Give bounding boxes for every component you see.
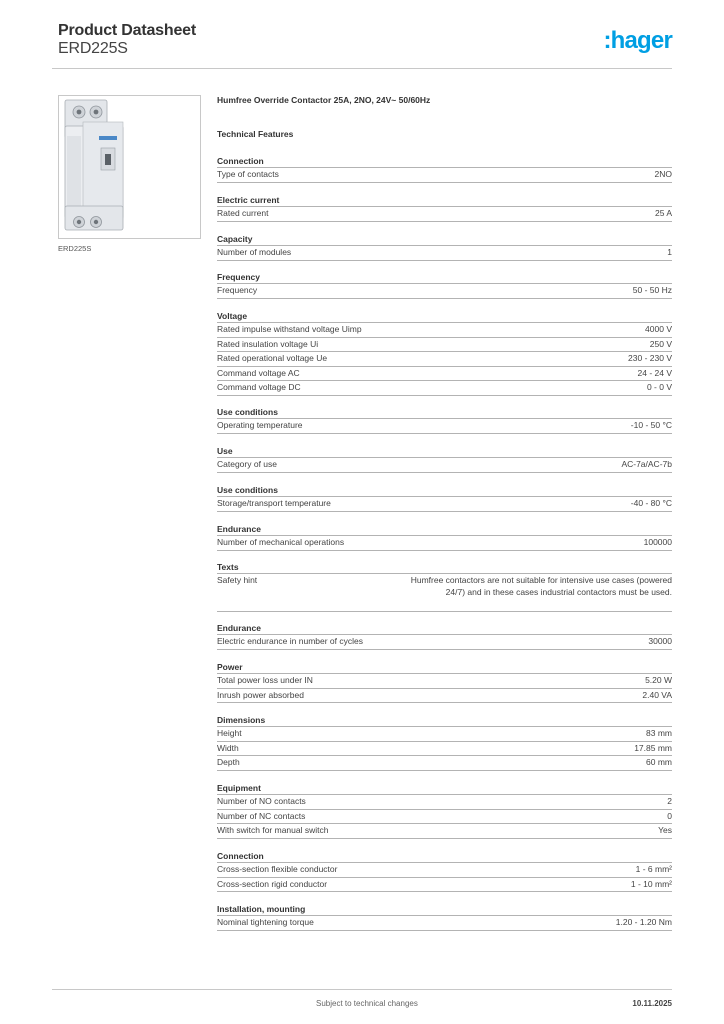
section-title: Voltage: [217, 310, 672, 323]
spec-section: [217, 903, 672, 931]
header-divider: [52, 68, 672, 69]
contactor-illustration: [59, 96, 200, 238]
section-title: Texts: [217, 561, 672, 574]
spec-label: Cross-section flexible conductor: [217, 864, 338, 874]
spec-row: [217, 810, 672, 825]
spec-label: Storage/transport temperature: [217, 498, 331, 508]
spec-row: [217, 689, 672, 704]
section-title: Capacity: [217, 233, 672, 246]
spec-section: [217, 406, 672, 434]
footer-date: 10.11.2025: [632, 999, 672, 1008]
spec-row: [217, 536, 672, 551]
spec-row: [217, 458, 672, 473]
product-description: Humfree Override Contactor 25A, 2NO, 24V~ 50/60Hz: [217, 95, 431, 105]
spec-value: Humfree contactors are not suitable for intensive use cases (powered 24/7) and in these cases industrial contactors must be used.: [410, 575, 672, 597]
product-image: [58, 95, 201, 239]
spec-section: [217, 484, 672, 512]
spec-value: AC-7a/AC-7b: [621, 459, 672, 469]
spec-value: 2.40 VA: [642, 689, 672, 700]
spec-row: [217, 338, 672, 353]
spec-value: 0: [667, 810, 672, 821]
spec-row: [217, 756, 672, 771]
spec-section: [217, 782, 672, 839]
spec-label: Type of contacts: [217, 169, 279, 179]
page-header: [58, 20, 672, 68]
section-title: Dimensions: [217, 714, 672, 727]
spec-label: Cross-section rigid conductor: [217, 878, 328, 889]
spec-value: 83 mm: [646, 728, 672, 738]
spec-section: [217, 622, 672, 650]
spec-value: 230 - 230 V: [628, 353, 672, 364]
section-title: Connection: [217, 155, 672, 168]
spec-value: 2: [667, 796, 672, 806]
spec-label: Operating temperature: [217, 420, 303, 430]
spec-label: Width: [217, 742, 239, 753]
spec-section: [217, 714, 672, 771]
spec-row: [217, 246, 672, 261]
image-caption: ERD225S: [58, 244, 92, 253]
spec-section: [217, 233, 672, 261]
section-title: Use conditions: [217, 484, 672, 497]
section-title: Endurance: [217, 622, 672, 635]
spec-row: [217, 367, 672, 382]
spec-section: [217, 271, 672, 299]
spec-value: 100000: [643, 537, 672, 547]
spec-value: -10 - 50 °C: [630, 420, 672, 430]
spec-label: Depth: [217, 757, 240, 768]
spec-value: 5.20 W: [645, 675, 672, 685]
spec-value: 30000: [648, 636, 672, 646]
spec-row: [217, 497, 672, 512]
spec-label: Nominal tightening torque: [217, 917, 314, 927]
spec-value: 1.20 - 1.20 Nm: [615, 917, 672, 927]
section-title: Installation, mounting: [217, 903, 672, 916]
spec-section: [217, 310, 672, 396]
spec-value: 60 mm: [646, 757, 672, 768]
section-title: Connection: [217, 850, 672, 863]
spec-value: 1: [667, 247, 672, 257]
section-title: Use: [217, 445, 672, 458]
spec-label: Number of mechanical operations: [217, 537, 345, 547]
spec-value: 250 V: [649, 338, 672, 349]
spec-row: [217, 419, 672, 434]
spec-row: [217, 824, 672, 839]
section-title: Electric current: [217, 194, 672, 207]
spec-value: 0 - 0 V: [646, 382, 672, 393]
product-code: ERD225S: [58, 40, 128, 57]
spec-row: [217, 284, 672, 299]
spec-value: 4000 V: [645, 324, 672, 334]
spec-label: Category of use: [217, 459, 278, 469]
spec-section: [217, 155, 672, 183]
section-title: Power: [217, 661, 672, 674]
spec-value: 24 - 24 V: [637, 367, 672, 378]
section-title: Use conditions: [217, 406, 672, 419]
spec-value: 2NO: [654, 169, 672, 179]
spec-row: [217, 727, 672, 742]
spec-row: [217, 674, 672, 689]
spec-section: [217, 661, 672, 703]
spec-label: Electric endurance in number of cycles: [217, 636, 363, 646]
spec-row: [217, 207, 672, 222]
spec-value: 1 - 6 mm²: [635, 864, 672, 874]
spec-value: 25 A: [654, 208, 672, 218]
spec-label: Inrush power absorbed: [217, 689, 304, 700]
spec-section: [217, 561, 672, 612]
spec-section: [217, 850, 672, 892]
spec-row: [217, 635, 672, 650]
spec-label: Frequency: [217, 285, 258, 295]
spec-label: Safety hint: [217, 575, 258, 585]
spec-label: Total power loss under IN: [217, 675, 313, 685]
spec-row: [217, 323, 672, 338]
spec-label: Number of NC contacts: [217, 810, 306, 821]
spec-section: [217, 194, 672, 222]
spec-section: [217, 445, 672, 473]
spec-label: With switch for manual switch: [217, 825, 329, 836]
spec-row: [217, 381, 672, 396]
spec-row: [217, 352, 672, 367]
spec-section: [217, 523, 672, 551]
spec-value: -40 - 80 °C: [630, 498, 672, 508]
spec-row: [217, 878, 672, 893]
document-title: Product Datasheet: [58, 22, 196, 39]
spec-value: 1 - 10 mm²: [630, 878, 672, 889]
spec-label: Rated impulse withstand voltage Uimp: [217, 324, 362, 334]
hager-logo: :hager: [603, 27, 672, 54]
technical-features-heading: Technical Features: [217, 129, 294, 139]
spec-value: 50 - 50 Hz: [632, 285, 672, 295]
spec-row: [217, 168, 672, 183]
spec-label: Number of modules: [217, 247, 292, 257]
spec-label: Command voltage DC: [217, 382, 301, 393]
spec-label: Number of NO contacts: [217, 796, 306, 806]
section-title: Frequency: [217, 271, 672, 284]
footer-divider: [52, 989, 672, 990]
spec-label: Rated operational voltage Ue: [217, 353, 328, 364]
section-title: Endurance: [217, 523, 672, 536]
spec-row: [217, 795, 672, 810]
spec-row: [217, 863, 672, 878]
section-title: Equipment: [217, 782, 672, 795]
spec-value: 17.85 mm: [634, 742, 672, 753]
spec-label: Height: [217, 728, 242, 738]
spec-label: Rated current: [217, 208, 269, 218]
spec-label: Rated insulation voltage Ui: [217, 338, 319, 349]
spec-row: [217, 916, 672, 931]
footer-note: Subject to technical changes: [316, 999, 418, 1008]
spec-value: Yes: [658, 825, 672, 836]
spec-row: [217, 742, 672, 757]
spec-row: [217, 574, 672, 612]
spec-label: Command voltage AC: [217, 367, 300, 378]
